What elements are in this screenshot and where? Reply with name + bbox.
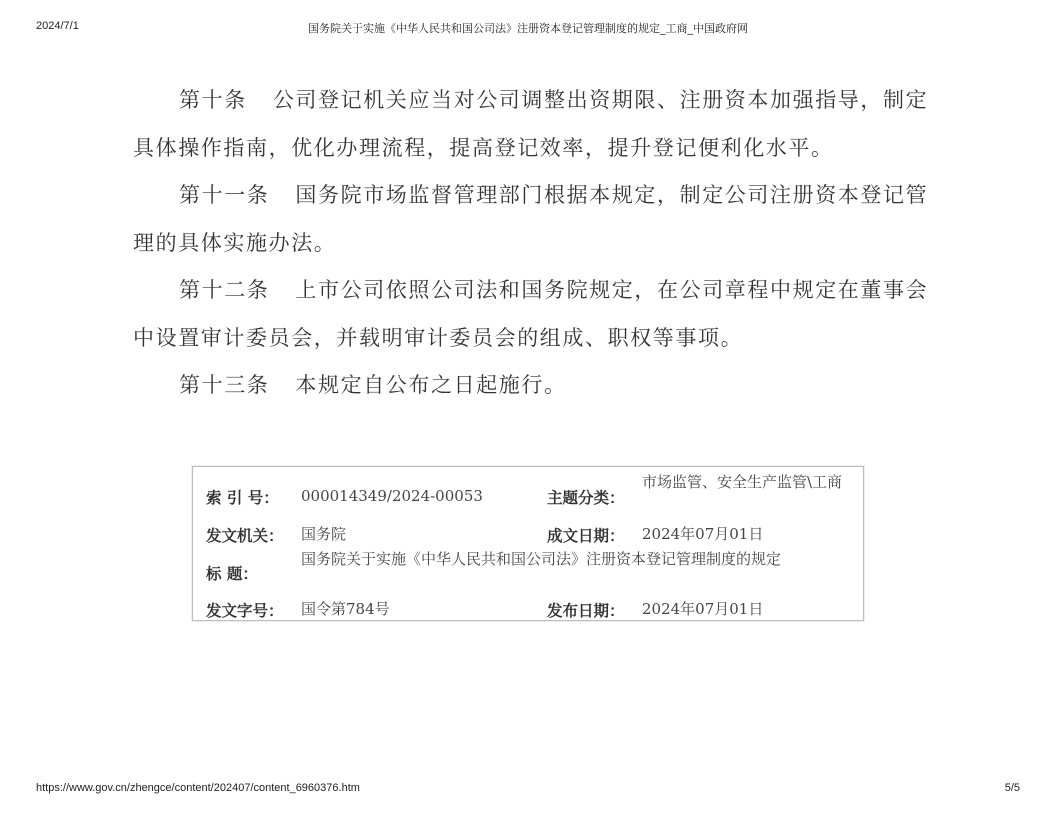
- issuer-value: 国务院: [301, 525, 347, 543]
- topic-label: 主题分类：: [547, 489, 625, 507]
- print-header-date: 2024/7/1: [36, 20, 79, 32]
- publish-date-value: 2024年07月01日: [642, 600, 764, 618]
- article-10: [133, 76, 929, 172]
- publish-date-label: 发布日期：: [547, 602, 625, 620]
- written-date-label: 成文日期：: [547, 527, 625, 545]
- print-footer-url: https://www.gov.cn/zhengce/content/202407/content_6960376.htm: [36, 782, 360, 794]
- title-value: 国务院关于实施《中华人民共和国公司法》注册资本登记管理制度的规定: [301, 550, 782, 568]
- document-info-box: [192, 466, 864, 621]
- article-11: [133, 171, 929, 267]
- doc-no-value: 国令第784号: [301, 600, 390, 618]
- article-10-label: 第十条: [179, 88, 247, 112]
- article-10-text: 公司登记机关应当对公司调整出资期限、注册资本加强指导，制定具体操作指南，优化办理流程，提高登记效率，提升登记便利化水平。: [133, 88, 929, 160]
- topic-value: 市场监管、安全生产监管\工商: [642, 473, 843, 491]
- print-header-title: 国务院关于实施《中华人民共和国公司法》注册资本登记管理制度的规定_工商_中国政府网: [308, 22, 748, 35]
- issuer-label: 发文机关：: [206, 527, 284, 545]
- article-12-label: 第十二条: [179, 278, 270, 302]
- index-no-label: 索 引 号：: [206, 489, 279, 507]
- article-13-text: 本规定自公布之日起施行。: [295, 373, 567, 397]
- article-12: [133, 266, 929, 362]
- article-13-label: 第十三条: [179, 373, 270, 397]
- article-11-text: 国务院市场监督管理部门根据本规定，制定公司注册资本登记管理的具体实施办法。: [133, 183, 929, 255]
- index-no-value: 000014349/2024-00053: [301, 487, 483, 505]
- written-date-value: 2024年07月01日: [642, 525, 764, 543]
- print-footer-page-number: 5/5: [1004, 782, 1020, 794]
- article-11-label: 第十一条: [179, 183, 270, 207]
- article-12-text: 上市公司依照公司法和国务院规定，在公司章程中规定在董事会中设置审计委员会，并载明审计委员会的组成、职权等事项。: [133, 278, 929, 350]
- article-13: [133, 361, 929, 409]
- doc-no-label: 发文字号：: [206, 602, 284, 620]
- title-label: 标 题：: [206, 565, 258, 583]
